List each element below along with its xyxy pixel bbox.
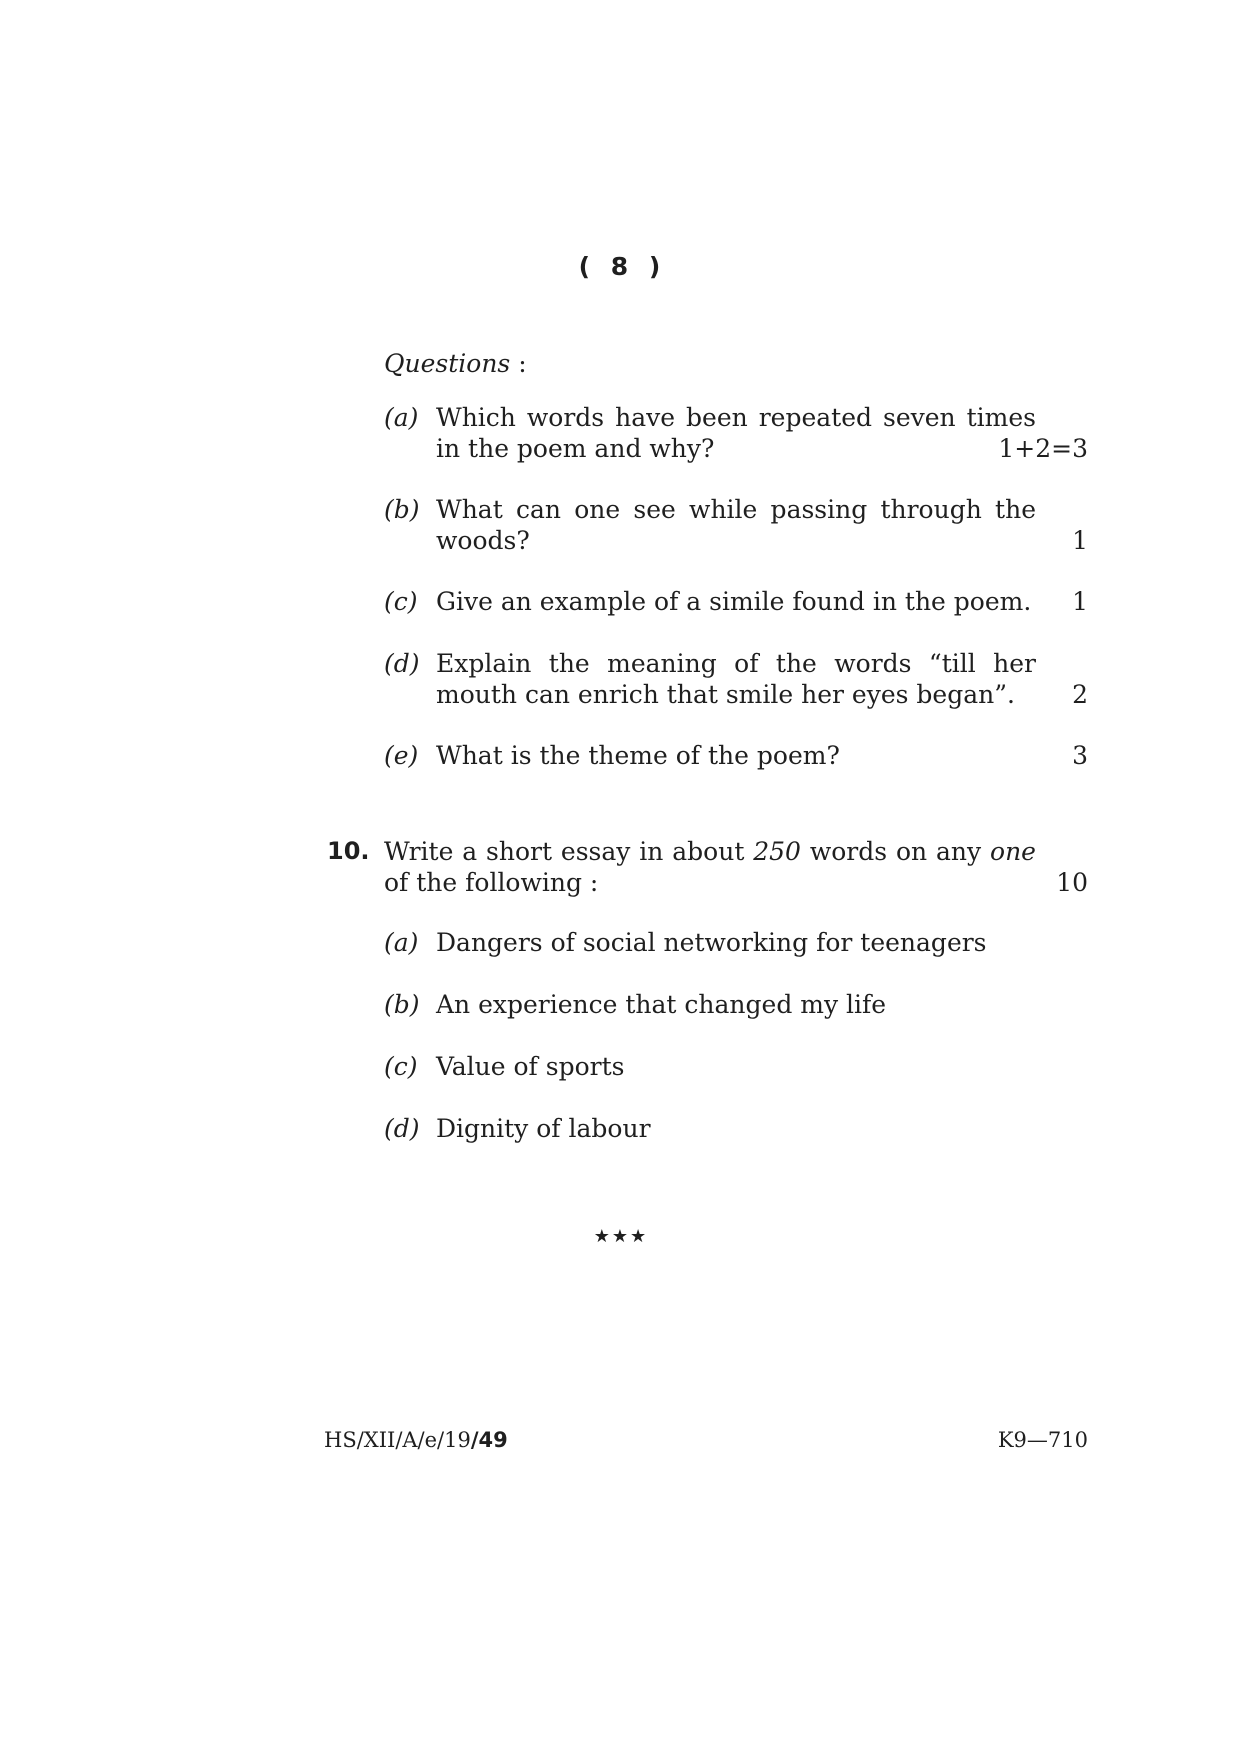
questions-label: Questions (384, 349, 511, 378)
question-label: (a) (384, 403, 419, 432)
question-text: Explain the meaning of the words “till her mouth can enrich that smile her eyes began”. (436, 649, 1036, 709)
question-label: (e) (384, 741, 419, 770)
option-text: Value of sports (436, 1052, 625, 1081)
question-9d (384, 648, 1088, 710)
footer-code-prefix: HS/XII/A/e/19 (324, 1428, 471, 1452)
question-10 (327, 836, 1088, 898)
option-label: (b) (384, 990, 420, 1019)
question-label: (d) (384, 649, 420, 678)
footer-print-code: K9—710 (997, 1428, 1088, 1452)
page-number: ( 8 ) (578, 252, 664, 281)
option-label: (c) (384, 1052, 418, 1081)
question-label: (c) (384, 587, 418, 616)
essay-option-d (384, 1114, 651, 1143)
footer-paper-code (324, 1428, 508, 1452)
question-text: Which words have been repeated seven times in the poem and why? (436, 403, 1036, 463)
footer-code-suffix: /49 (470, 1428, 508, 1452)
option-text: Dignity of labour (436, 1114, 651, 1143)
essay-option-b (384, 990, 886, 1019)
question-9c (384, 586, 1088, 617)
question-text: What can one see while passing through the woods? (436, 495, 1036, 555)
question-text: Give an example of a simile found in the poem. (436, 587, 1032, 616)
question-text: Write a short essay in about 250 words on any one of the following : (384, 837, 1036, 897)
question-marks: 1 (1072, 587, 1088, 616)
question-marks: 2 (1072, 680, 1088, 709)
question-9a (384, 402, 1088, 464)
questions-colon: : (510, 349, 527, 378)
question-marks: 1+2=3 (998, 434, 1088, 463)
question-label: (b) (384, 495, 420, 524)
question-9e (384, 740, 1088, 771)
end-marker: ★★★ (593, 1226, 649, 1247)
question-text: What is the theme of the poem? (436, 741, 840, 770)
question-marks: 1 (1072, 526, 1088, 555)
question-number: 10. (327, 837, 370, 865)
option-label: (d) (384, 1114, 420, 1143)
question-9b (384, 494, 1088, 556)
essay-option-c (384, 1052, 624, 1081)
essay-option-a (384, 928, 987, 957)
option-text: An experience that changed my life (436, 990, 887, 1019)
option-label: (a) (384, 928, 419, 957)
option-text: Dangers of social networking for teenagers (436, 928, 987, 957)
question-marks: 10 (1056, 868, 1088, 897)
question-marks: 3 (1072, 741, 1088, 770)
questions-heading (384, 349, 527, 378)
